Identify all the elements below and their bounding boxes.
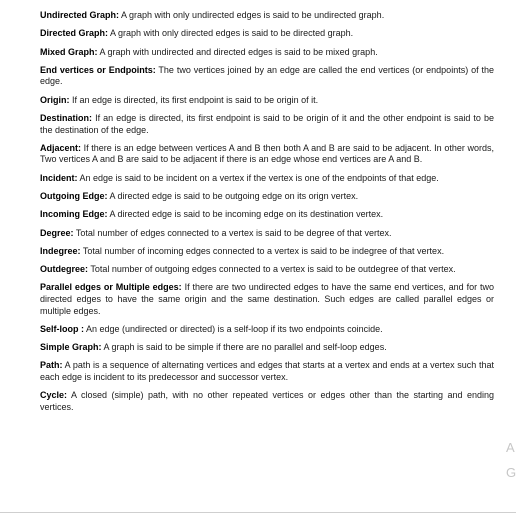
definition-text: A closed (simple) path, with no other repeated vertices or edges other than the starting and ending vertices. bbox=[40, 390, 494, 412]
definition-term: Adjacent: bbox=[40, 142, 82, 153]
definition-term: End vertices or Endpoints: bbox=[40, 64, 156, 75]
definition-text: An edge (undirected or directed) is a self-loop if its two endpoints coincide. bbox=[84, 323, 383, 334]
definition-term: Outdegree: bbox=[40, 264, 89, 275]
definition-text: A graph is said to be simple if there are no parallel and self-loop edges. bbox=[101, 342, 387, 353]
bottom-divider bbox=[0, 512, 516, 513]
definition-term: Directed Graph: bbox=[40, 28, 109, 39]
definition-term: Path: bbox=[40, 360, 63, 371]
definition-term: Undirected Graph: bbox=[40, 10, 120, 20]
definition-text: A path is a sequence of alternating vertices and edges that starts at a vertex and ends at a vertex such that each edge is incident to its predecessor and successor vertex. bbox=[40, 360, 494, 383]
definition-text: If an edge is directed, its first endpoint is said to be origin of it and the other endpoint is said to be the destination of the edge. bbox=[40, 113, 494, 135]
definition-end-vertices bbox=[40, 65, 494, 88]
definition-outdegree bbox=[40, 264, 494, 276]
definition-text: Total number of edges connected to a vertex is said to be degree of that vertex. bbox=[73, 227, 392, 238]
definition-term: Origin: bbox=[40, 94, 70, 105]
definition-text: A graph with only directed edges is said to be directed graph. bbox=[108, 28, 354, 39]
definition-text: Total number of outgoing edges connected to a vertex is said to be outdegree of that vertex. bbox=[88, 264, 456, 275]
definition-origin bbox=[40, 95, 494, 107]
definition-text: An edge is said to be incident on a vertex if the vertex is one of the endpoints of that edge. bbox=[77, 172, 439, 183]
definition-undirected-graph bbox=[40, 10, 494, 22]
definition-cycle bbox=[40, 390, 494, 413]
definition-text: A directed edge is said to be incoming edge on its destination vertex. bbox=[107, 209, 384, 220]
definition-term: Cycle: bbox=[40, 390, 68, 401]
definition-incident bbox=[40, 173, 494, 185]
cropped-letter-g: G bbox=[506, 465, 516, 480]
definition-term: Indegree: bbox=[40, 245, 81, 256]
definition-simple-graph bbox=[40, 342, 494, 354]
definition-term: Parallel edges or Multiple edges: bbox=[40, 282, 182, 293]
definition-adjacent bbox=[40, 143, 494, 166]
definition-term: Destination: bbox=[40, 113, 93, 123]
definition-text: If there are two undirected edges to have the same end vertices, and for two directed edges to have the same origin and the same destination. Such edges are called parallel edges or multiple edges. bbox=[40, 282, 494, 316]
definition-term: Degree: bbox=[40, 227, 74, 238]
definition-text: A graph with only undirected edges is said to be undirected graph. bbox=[119, 10, 385, 20]
definition-mixed-graph bbox=[40, 47, 494, 59]
definition-text: If an edge is directed, its first endpoint is said to be origin of it. bbox=[69, 94, 319, 105]
definition-term: Simple Graph: bbox=[40, 342, 102, 353]
cropped-letter-a: A bbox=[506, 440, 515, 455]
definition-incoming-edge bbox=[40, 209, 494, 221]
definition-term: Incident: bbox=[40, 172, 78, 183]
definition-term: Outgoing Edge: bbox=[40, 191, 108, 202]
definition-indegree bbox=[40, 246, 494, 258]
definition-text: A directed edge is said to be outgoing edge on its orign vertex. bbox=[107, 191, 359, 202]
definition-outgoing-edge bbox=[40, 191, 494, 203]
definition-term: Incoming Edge: bbox=[40, 209, 108, 220]
definition-term: Mixed Graph: bbox=[40, 46, 98, 57]
definition-parallel-edges bbox=[40, 282, 494, 317]
definition-destination bbox=[40, 113, 494, 136]
definition-directed-graph bbox=[40, 28, 494, 40]
definition-text: Total number of incoming edges connected to a vertex is said to be indegree of that vertex. bbox=[80, 245, 445, 256]
definition-text: A graph with undirected and directed edges is said to be mixed graph. bbox=[97, 46, 378, 57]
definition-path bbox=[40, 360, 494, 383]
definition-text: The two vertices joined by an edge are called the end vertices (or endpoints) of the edge. bbox=[40, 64, 494, 87]
definition-self-loop bbox=[40, 324, 494, 336]
definition-term: Self-loop : bbox=[40, 323, 84, 334]
definitions-list bbox=[40, 10, 494, 420]
definition-text: If there is an edge between vertices A and B then both A and B are said to be adjacent. In other words, Two vertices A and B are said to be adjacent if there is an edge whose end vertices are A and B. bbox=[40, 142, 494, 165]
definition-degree bbox=[40, 228, 494, 240]
